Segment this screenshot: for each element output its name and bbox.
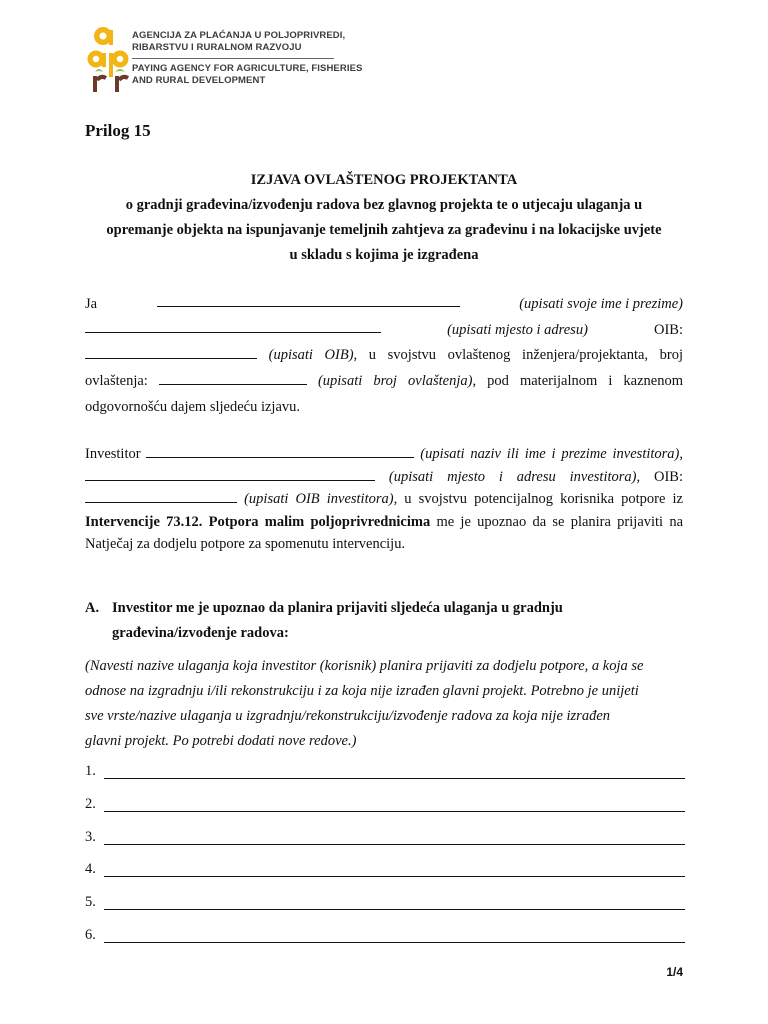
line-number: 6. [85,927,96,943]
line-number: 5. [85,894,96,910]
declarant-text-2: , pod materijalnom i kaznenom odgovornošću dajem sljedeću izjavu. [85,373,683,415]
address-hint: (upisati mjesto i adresu) [447,321,588,338]
line-number: 2. [85,796,96,812]
note-line1: (Navesti nazive ulaganja koja investitor (korisnik) planira prijaviti za dodjelu potpore, a koja se [85,658,644,674]
oib-hint: (upisati OIB) [268,347,354,364]
agency-name-en-line1: PAYING AGENCY FOR AGRICULTURE, FISHERIES [132,63,363,74]
investor-text-1: , u svojstvu potencijalnog korisnika potpore iz [393,491,683,507]
investor-name-hint: (upisati naziv ili ime i prezime investitora) [420,446,680,462]
section-a-letter: A. [85,600,100,616]
investment-line-5[interactable] [85,894,685,914]
license-blank[interactable] [159,370,307,385]
oib-blank[interactable] [85,344,257,359]
line-blank [104,876,685,877]
note-line4: glavni projekt. Po potrebi dodati nove redove.) [85,733,357,749]
note-line3: sve vrste/nazive ulaganja u izgradnju/rekonstrukciju/izvođenje radova za koja nije izrađen [85,708,611,724]
section-a-line2: građevina/izvođenje radova: [112,625,289,641]
agency-name-en-line2: AND RURAL DEVELOPMENT [132,75,266,86]
ja-label: Ja [85,296,98,312]
investment-line-1[interactable] [85,763,685,783]
title-line4: u skladu s kojima je izgrađena [289,247,479,263]
oib-label: OIB: [654,321,683,338]
name-blank[interactable] [157,292,460,307]
investor-name-blank[interactable] [146,443,414,458]
agency-name [132,30,362,87]
address-blank[interactable] [85,318,381,333]
line-number: 4. [85,861,96,877]
section-a [85,596,683,646]
investment-line-2[interactable] [85,796,685,816]
page-number: 1/4 [666,965,683,979]
line-number: 1. [85,763,96,779]
section-a-line1: Investitor me je upoznao da planira prijaviti sljedeća ulaganja u gradnju [112,600,563,616]
attachment-label: Prilog 15 [85,121,151,140]
investor-oib-blank[interactable] [85,488,237,503]
line-blank [104,942,685,943]
license-hint: (upisati broj ovlaštenja) [317,373,473,390]
investor-address-hint: (upisati mjesto i adresu investitora) [388,468,637,485]
apprrr-logo-icon [85,24,135,96]
investor-label: Investitor [85,446,141,462]
investor-oib-label: , OIB: [636,468,684,485]
intervention-name: Intervencije 73.12. Potpora malim poljoprivrednicima [85,513,431,530]
instruction-note [85,654,683,754]
logo-divider [132,58,334,59]
document-title [85,168,683,268]
note-line2: odnose na izgradnju i/ili rekonstrukciju i za koja nije izrađen glavni projekt. Potrebno je unijeti [85,683,639,699]
line-blank [104,778,685,779]
declarant-text-1: , u svojstvu ovlaštenog inženjera/projektanta, broj ovlaštenja: [85,347,684,390]
agency-name-hr-line1: AGENCIJA ZA PLAĆANJA U POLJOPRIVREDI, [132,30,346,41]
name-hint: (upisati svoje ime i prezime) [519,296,683,312]
line-number: 3. [85,829,96,845]
title-line2: o gradnji građevina/izvođenju radova bez glavnog projekta te o utjecaju ulaganja u [125,197,643,213]
title-line1: IZJAVA OVLAŠTENOG PROJEKTANTA [250,172,518,188]
line-blank [104,811,685,812]
investor-text-2: me je upoznao da se planira prijaviti na Natječaj za dodjelu potpore za spomenutu intervenciju. [85,513,684,552]
investor-oib-hint: (upisati OIB investitora) [244,491,394,507]
title-line3: opremanje objekta na ispunjavanje temeljnih zahtjeva za građevinu i na lokacijske uvjete [106,222,662,238]
investment-line-3[interactable] [85,829,685,849]
declarant-paragraph [85,292,683,421]
investor-address-blank[interactable] [85,466,375,481]
line-blank [104,844,685,845]
investment-line-6[interactable] [85,927,685,947]
line-blank [104,909,685,910]
agency-name-hr-line2: RIBARSTVU I RURALNOM RAZVOJU [132,42,302,53]
investor-paragraph: Investitor (upisati naziv ili ime i prezime investitora), (upisati mjesto i adresu investitora), OIB: (upisati OIB investitora), u svojstvu potencijalnog korisnika potpore iz Intervencije 73.12. Potpora malim poljoprivrednicima me je upoznao da se planira prijaviti na Natječaj za dodjelu potpore za spomenutu intervenciju. [85,443,683,556]
investment-line-4[interactable] [85,861,685,881]
